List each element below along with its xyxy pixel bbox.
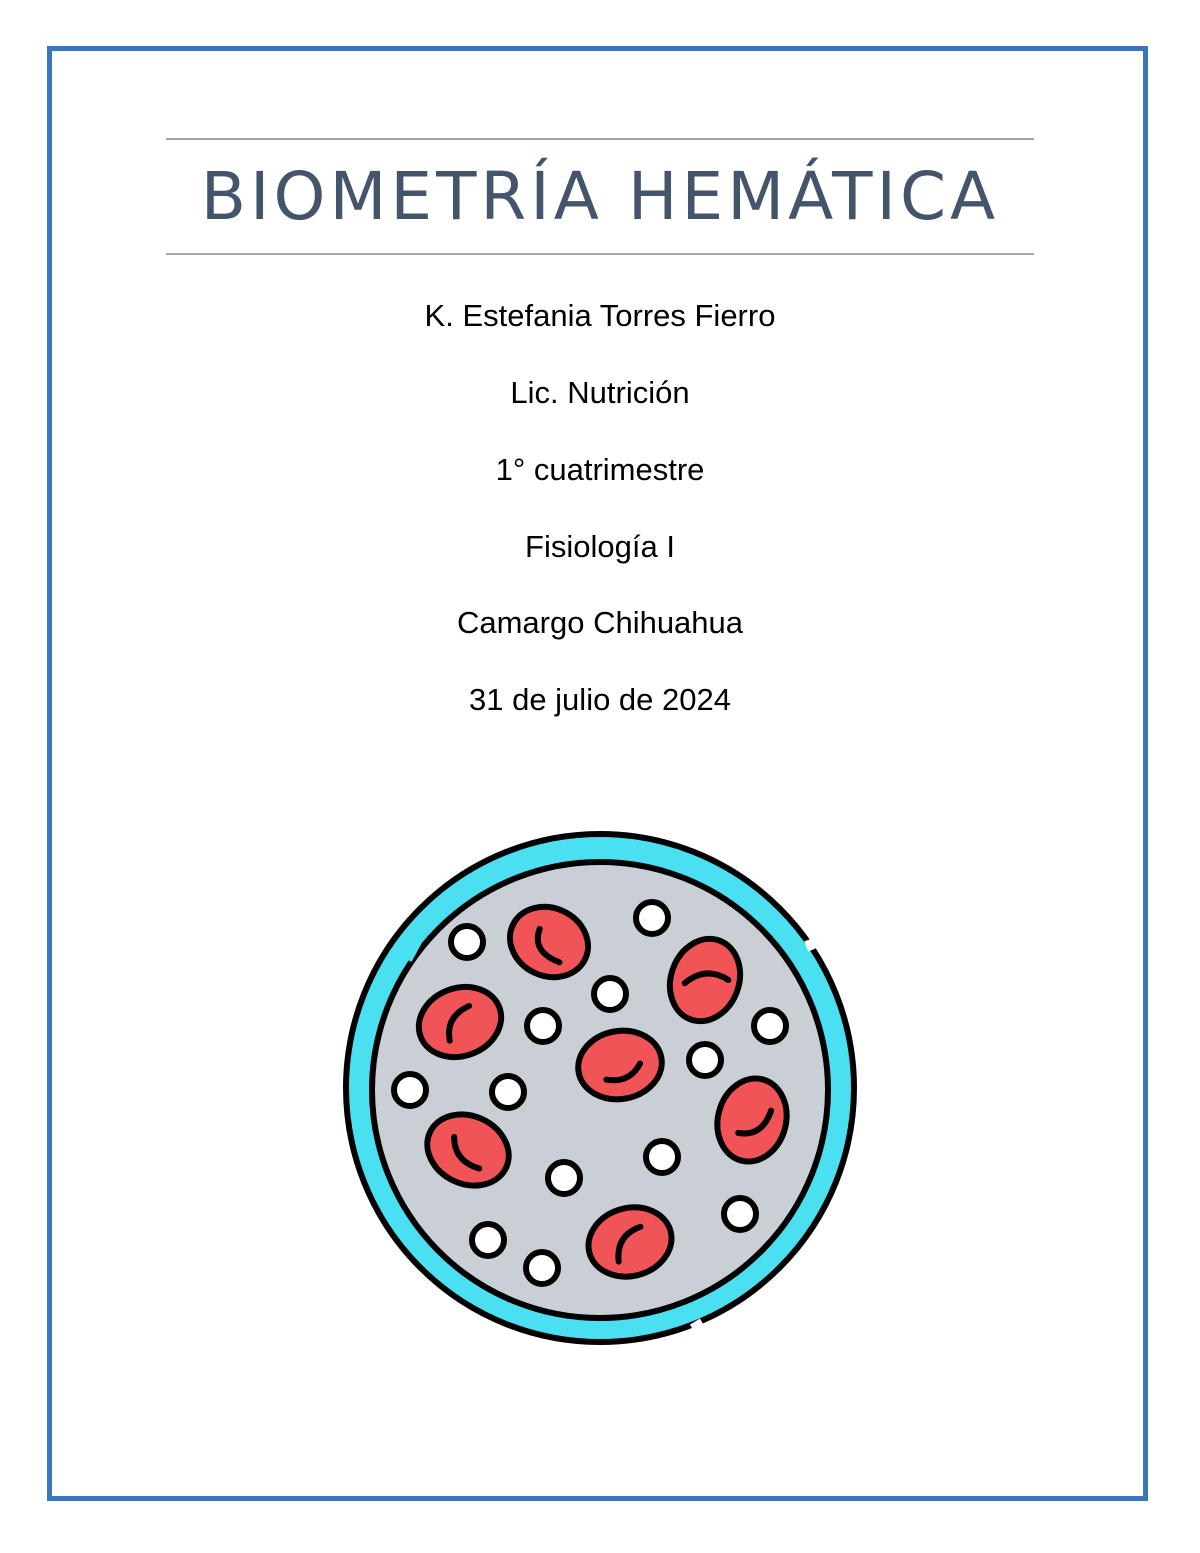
white-cell (451, 926, 483, 958)
white-cell (754, 1010, 786, 1042)
program-name: Lic. Nutrición (510, 375, 690, 410)
location-label: Camargo Chihuahua (456, 605, 744, 640)
page-title: BIOMETRÍA HEMÁTICA (200, 158, 1000, 235)
white-cell (394, 1074, 426, 1106)
white-cell (689, 1044, 721, 1076)
white-cell (472, 1224, 504, 1256)
term-label: 1° cuatrimestre (495, 452, 705, 487)
author-name: K. Estefania Torres Fierro (424, 298, 776, 333)
white-cell (548, 1162, 580, 1194)
blood-cells-petri-dish-icon (330, 820, 870, 1360)
title-block (166, 138, 1034, 255)
date-label: 31 de julio de 2024 (468, 682, 731, 717)
white-cell (646, 1141, 678, 1173)
white-cell (527, 1010, 559, 1042)
course-name: Fisiología I (525, 529, 675, 564)
white-cell (724, 1198, 756, 1230)
white-cell (492, 1076, 524, 1108)
rim-highlight (808, 940, 812, 950)
white-cell (636, 902, 668, 934)
white-cell (594, 978, 626, 1010)
white-cell (526, 1252, 558, 1284)
rim-gap-bottom (692, 1322, 702, 1328)
